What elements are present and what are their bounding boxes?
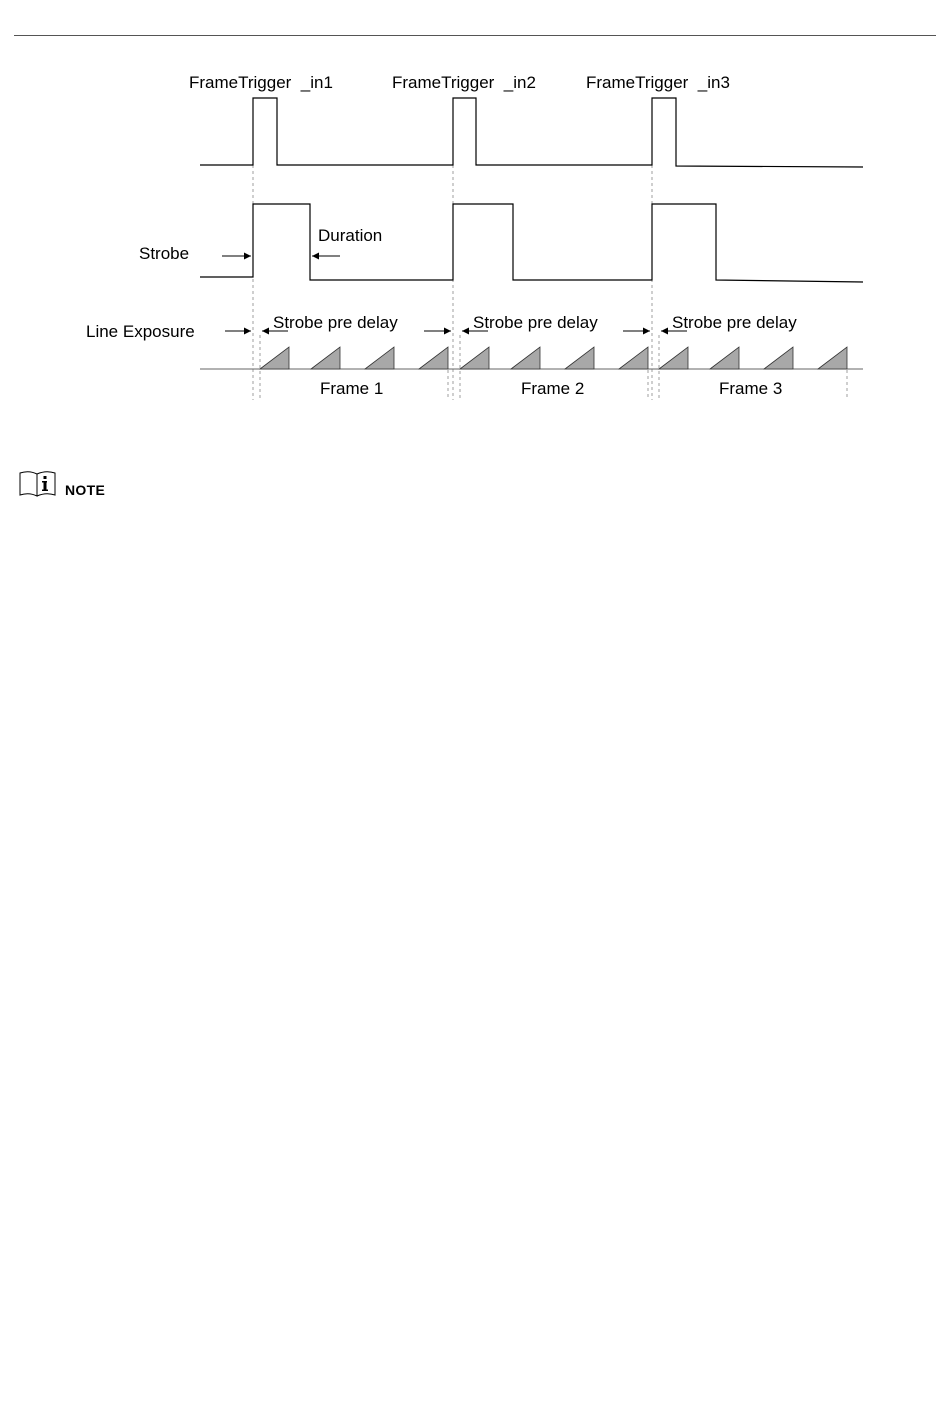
exposure-ramps (260, 347, 847, 369)
exposure-ramp (419, 347, 448, 369)
timing-diagram (0, 0, 950, 420)
line-exposure-label: Line Exposure (86, 322, 195, 341)
exposure-ramp (311, 347, 340, 369)
frame-label-1: Frame 1 (320, 379, 384, 398)
pre-delay-label-1: Strobe pre delay (273, 313, 398, 332)
frame-label-3: Frame 3 (719, 379, 783, 398)
exposure-ramp (511, 347, 540, 369)
trigger-label-3: FrameTrigger _in3 (586, 73, 730, 92)
pre-delay-label-2: Strobe pre delay (473, 313, 598, 332)
pre-delay-label-3: Strobe pre delay (672, 313, 797, 332)
note-label: NOTE (65, 482, 106, 498)
trigger-label-2: FrameTrigger _in2 (392, 73, 536, 92)
exposure-ramp (565, 347, 594, 369)
strobe-waveform (200, 204, 863, 282)
exposure-ramp (260, 347, 289, 369)
frame-trigger-waveform (200, 98, 863, 167)
exposure-ramp (365, 347, 394, 369)
duration-label: Duration (318, 226, 383, 245)
exposure-ramp (710, 347, 739, 369)
exposure-ramp (818, 347, 847, 369)
info-book-icon (18, 470, 58, 498)
frame-label-2: Frame 2 (521, 379, 585, 398)
strobe-label: Strobe (139, 244, 190, 263)
guide-lines (253, 165, 847, 400)
exposure-ramp (659, 347, 688, 369)
exposure-ramp (764, 347, 793, 369)
exposure-ramp (619, 347, 648, 369)
exposure-ramp (460, 347, 489, 369)
trigger-label-1: FrameTrigger _in1 (189, 73, 333, 92)
